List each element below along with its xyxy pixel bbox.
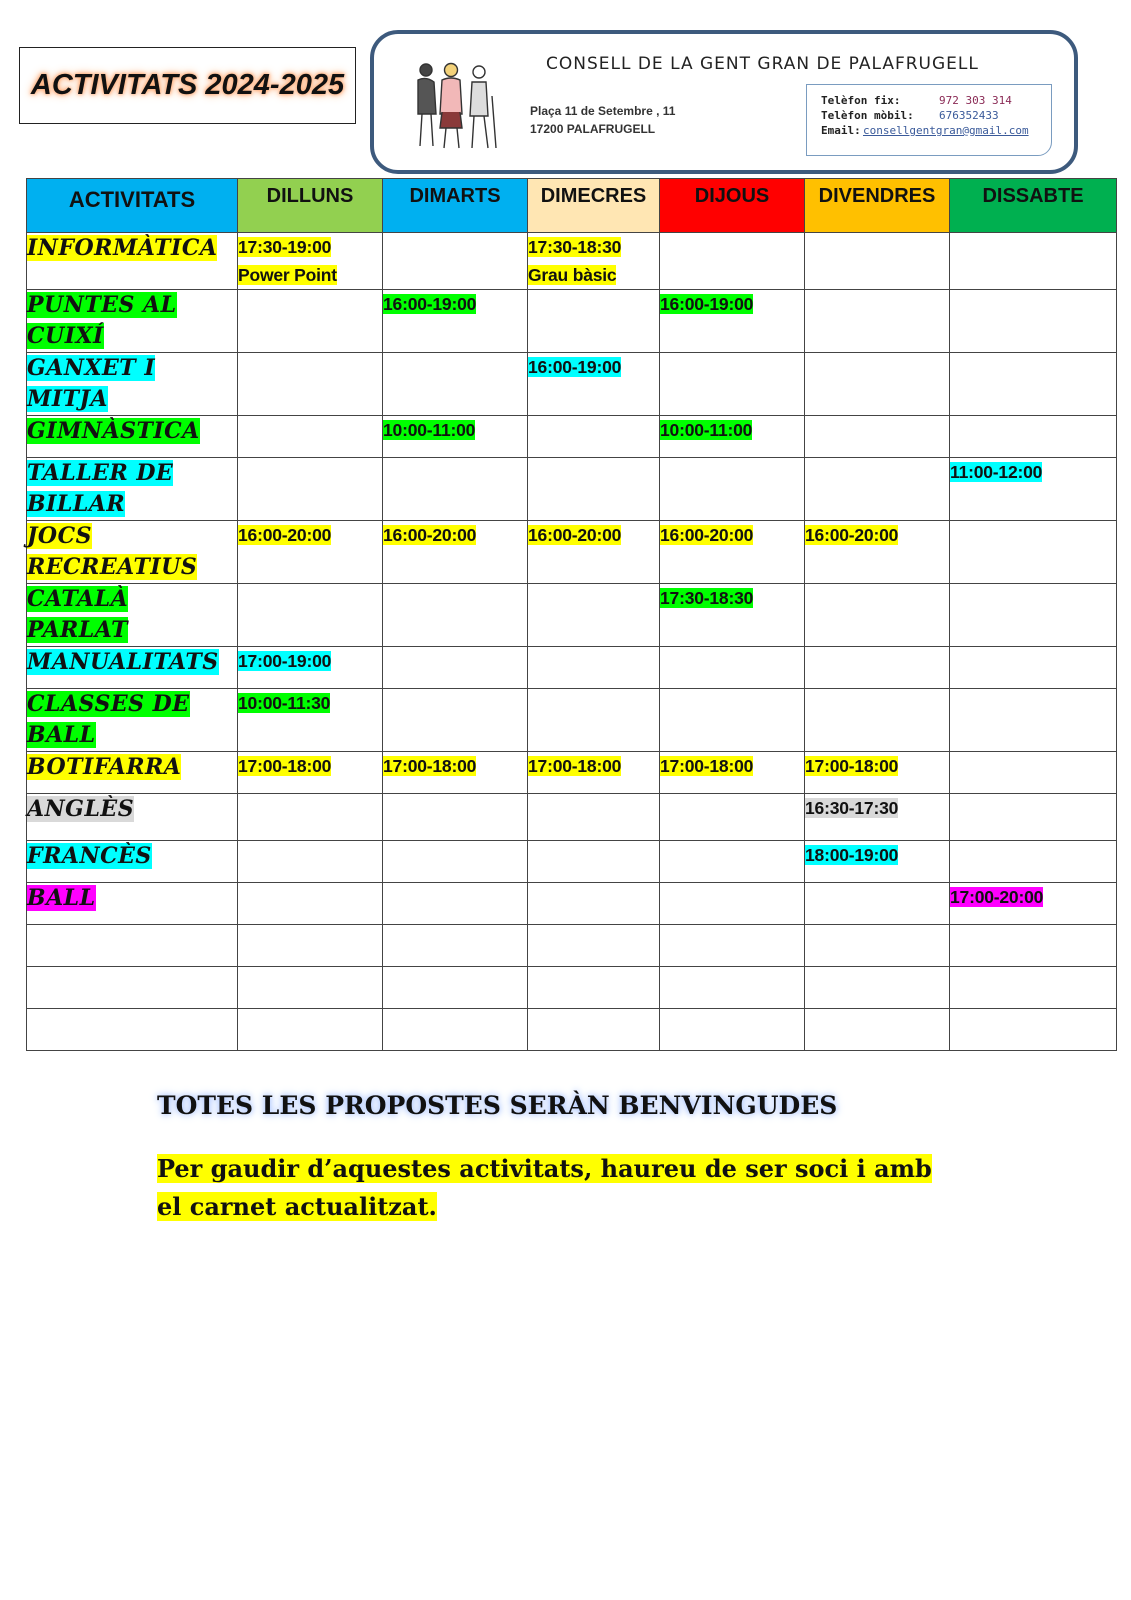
- address-street: Plaça 11 de Setembre , 11: [530, 104, 676, 118]
- table-row: [27, 458, 1117, 521]
- time-slot: 17:30-18:30: [528, 237, 622, 257]
- schedule-cell: [660, 794, 805, 841]
- membership-note-text: Per gaudir d’aquestes activitats, haureu de ser soci i amb el carnet actualitzat.: [157, 1154, 932, 1221]
- schedule-cell: [528, 290, 660, 353]
- schedule-cell: [805, 416, 950, 458]
- schedule-cell: [383, 521, 528, 584]
- schedule-cell: [383, 458, 528, 521]
- proposals-banner: TOTES LES PROPOSTES SERÀN BENVINGUDES: [157, 1091, 838, 1120]
- schedule-cell: [660, 967, 805, 1009]
- schedule-cell: [950, 647, 1117, 689]
- time-slot: 17:00-19:00: [238, 651, 332, 671]
- activity-name: PUNTES AL CUIXÍ: [27, 292, 177, 349]
- table-row: [27, 1009, 1117, 1051]
- activity-name: JOCS RECREATIUS: [27, 523, 198, 580]
- schedule-cell: [383, 353, 528, 416]
- table-row: [27, 841, 1117, 883]
- address-city: 17200 PALAFRUGELL: [530, 122, 656, 136]
- time-slot: 17:00-18:00: [805, 756, 899, 776]
- schedule-cell: [805, 290, 950, 353]
- activity-cell: [27, 458, 238, 521]
- email-label: Email:: [821, 124, 861, 137]
- schedule-cell: [528, 967, 660, 1009]
- table-row: [27, 584, 1117, 647]
- table-row: [27, 647, 1117, 689]
- activity-cell: [27, 521, 238, 584]
- activity-name: MANUALITATS: [27, 649, 219, 675]
- activity-cell: [27, 647, 238, 689]
- activity-cell: [27, 290, 238, 353]
- address: [530, 102, 675, 138]
- activity-cell: [27, 967, 238, 1009]
- table-row: [27, 883, 1117, 925]
- schedule-cell: [950, 290, 1117, 353]
- schedule-cell: [238, 794, 383, 841]
- time-slot: 10:00-11:00: [660, 420, 753, 440]
- table-row: [27, 794, 1117, 841]
- activity-name: GANXET I MITJA: [27, 355, 156, 412]
- column-header-day: DIMARTS: [383, 179, 528, 233]
- schedule-cell: [805, 925, 950, 967]
- schedule-cell: [528, 416, 660, 458]
- schedule-cell: [238, 752, 383, 794]
- time-slot: 16:00-20:00: [383, 525, 477, 545]
- schedule-cell: [660, 521, 805, 584]
- organization-header: [370, 30, 1078, 174]
- activity-name: TALLER DE BILLAR: [27, 460, 174, 517]
- time-slot: 17:00-18:00: [238, 756, 332, 776]
- schedule-cell: [660, 689, 805, 752]
- schedule-cell: [238, 689, 383, 752]
- schedule-cell: [383, 967, 528, 1009]
- time-slot-note: Grau bàsic: [528, 265, 617, 285]
- phone-fixed-label: Telèfon fix:: [821, 94, 901, 107]
- schedule-cell: [950, 458, 1117, 521]
- activity-name: FRANCÈS: [27, 843, 152, 869]
- time-slot: 16:00-20:00: [805, 525, 899, 545]
- email-link[interactable]: consellgentgran@gmail.com: [863, 124, 1029, 137]
- time-slot: 16:00-20:00: [528, 525, 622, 545]
- activity-name: BOTIFARRA: [27, 754, 182, 780]
- time-slot: 17:00-18:00: [528, 756, 622, 776]
- schedule-cell: [660, 1009, 805, 1051]
- schedule-cell: [238, 584, 383, 647]
- schedule-cell: [383, 794, 528, 841]
- schedule-cell: [238, 353, 383, 416]
- elderly-people-illustration-icon: [404, 56, 504, 156]
- schedule-cell: [805, 584, 950, 647]
- activity-cell: [27, 353, 238, 416]
- time-slot: 16:00-19:00: [528, 357, 622, 377]
- schedule-cell: [383, 925, 528, 967]
- schedule-cell: [383, 584, 528, 647]
- schedule-cell: [383, 689, 528, 752]
- schedule-cell: [238, 925, 383, 967]
- activity-cell: [27, 794, 238, 841]
- schedule-cell: [238, 521, 383, 584]
- column-header-day: DIMECRES: [528, 179, 660, 233]
- schedule-cell: [950, 1009, 1117, 1051]
- time-slot: 16:00-20:00: [660, 525, 754, 545]
- schedule-cell: [528, 841, 660, 883]
- schedule-cell: [238, 1009, 383, 1051]
- activity-name: CLASSES DE BALL: [27, 691, 190, 748]
- schedule-cell: [383, 841, 528, 883]
- header-row: [27, 179, 1117, 233]
- schedule-cell: [660, 416, 805, 458]
- time-slot: 18:00-19:00: [805, 845, 899, 865]
- schedule-cell: [805, 794, 950, 841]
- schedule-cell: [950, 689, 1117, 752]
- table-row: [27, 353, 1117, 416]
- activity-cell: [27, 883, 238, 925]
- schedule-cell: [528, 353, 660, 416]
- schedule-cell: [528, 584, 660, 647]
- schedule-cell: [805, 1009, 950, 1051]
- activity-cell: [27, 689, 238, 752]
- schedule-cell: [805, 841, 950, 883]
- schedule-cell: [660, 752, 805, 794]
- schedule-cell: [950, 967, 1117, 1009]
- schedule-cell: [528, 883, 660, 925]
- activity-name: BALL: [27, 885, 96, 911]
- phone-mobile: 676352433: [939, 109, 999, 122]
- schedule-cell: [805, 752, 950, 794]
- schedule-cell: [238, 967, 383, 1009]
- contact-box: [806, 84, 1052, 156]
- organization-name: CONSELL DE LA GENT GRAN DE PALAFRUGELL: [546, 54, 979, 74]
- schedule-cell: [950, 841, 1117, 883]
- schedule-cell: [950, 353, 1117, 416]
- time-slot: 11:00-12:00: [950, 462, 1043, 482]
- title-box: [19, 47, 356, 124]
- time-slot: 16:00-20:00: [238, 525, 332, 545]
- schedule-cell: [660, 841, 805, 883]
- column-header-day: DIJOUS: [660, 179, 805, 233]
- schedule-cell: [238, 647, 383, 689]
- column-header-day: DILLUNS: [238, 179, 383, 233]
- activity-name: GIMNÀSTICA: [27, 418, 200, 444]
- schedule-cell: [950, 794, 1117, 841]
- time-slot: 10:00-11:00: [383, 420, 476, 440]
- schedule-cell: [805, 353, 950, 416]
- schedule-cell: [950, 233, 1117, 290]
- time-slot: 16:00-19:00: [660, 294, 754, 314]
- schedule-cell: [950, 521, 1117, 584]
- schedule-cell: [805, 967, 950, 1009]
- time-slot: 17:00-18:00: [383, 756, 477, 776]
- column-header-day: DIVENDRES: [805, 179, 950, 233]
- time-slot: 17:00-20:00: [950, 887, 1044, 907]
- schedule-cell: [805, 689, 950, 752]
- time-slot: 16:00-19:00: [383, 294, 477, 314]
- page-title: ACTIVITATS 2024-2025: [30, 69, 345, 101]
- table-row: [27, 521, 1117, 584]
- schedule-cell: [383, 1009, 528, 1051]
- schedule-cell: [805, 458, 950, 521]
- activity-cell: [27, 841, 238, 883]
- schedule-cell: [528, 233, 660, 290]
- schedule-cell: [238, 416, 383, 458]
- schedule-cell: [660, 584, 805, 647]
- schedule-cell: [528, 794, 660, 841]
- activity-cell: [27, 416, 238, 458]
- schedule-cell: [238, 458, 383, 521]
- activity-cell: [27, 584, 238, 647]
- schedule-table: [26, 178, 1117, 1051]
- time-slot: 17:30-18:30: [660, 588, 754, 608]
- activity-cell: [27, 233, 238, 290]
- activity-cell: [27, 1009, 238, 1051]
- schedule-cell: [950, 584, 1117, 647]
- schedule-cell: [528, 458, 660, 521]
- schedule-cell: [383, 883, 528, 925]
- membership-note: [157, 1150, 957, 1226]
- schedule-body: [27, 233, 1117, 1051]
- schedule-cell: [660, 647, 805, 689]
- activity-name: ANGLÈS: [27, 796, 135, 822]
- time-slot: 17:30-19:00: [238, 237, 332, 257]
- time-slot: 16:30-17:30: [805, 798, 899, 818]
- table-row: [27, 233, 1117, 290]
- column-header-activities: ACTIVITATS: [27, 179, 238, 233]
- time-slot: 17:00-18:00: [660, 756, 754, 776]
- schedule-cell: [660, 353, 805, 416]
- schedule-cell: [238, 883, 383, 925]
- table-row: [27, 925, 1117, 967]
- schedule-cell: [805, 883, 950, 925]
- time-slot: 10:00-11:30: [238, 693, 331, 713]
- schedule-cell: [528, 689, 660, 752]
- schedule-cell: [660, 925, 805, 967]
- schedule-cell: [660, 233, 805, 290]
- schedule-cell: [238, 233, 383, 290]
- schedule-cell: [660, 883, 805, 925]
- activity-cell: [27, 925, 238, 967]
- time-slot-note: Power Point: [238, 265, 337, 285]
- table-row: [27, 290, 1117, 353]
- schedule-cell: [950, 925, 1117, 967]
- activity-name: CATALÀ PARLAT: [27, 586, 129, 643]
- activity-cell: [27, 752, 238, 794]
- schedule-cell: [383, 290, 528, 353]
- schedule-cell: [950, 883, 1117, 925]
- schedule-cell: [950, 416, 1117, 458]
- schedule-cell: [238, 290, 383, 353]
- schedule-cell: [383, 233, 528, 290]
- phone-fixed: 972 303 314: [939, 94, 1012, 107]
- schedule-cell: [805, 521, 950, 584]
- schedule-cell: [660, 290, 805, 353]
- schedule-cell: [528, 752, 660, 794]
- activity-name: INFORMÀTICA: [27, 235, 218, 261]
- schedule-cell: [660, 458, 805, 521]
- table-row: [27, 967, 1117, 1009]
- schedule-cell: [805, 233, 950, 290]
- phone-mobile-label: Telèfon mòbil:: [821, 109, 914, 122]
- schedule-cell: [528, 925, 660, 967]
- table-row: [27, 416, 1117, 458]
- schedule-cell: [805, 647, 950, 689]
- schedule-cell: [238, 841, 383, 883]
- schedule-cell: [528, 647, 660, 689]
- column-header-day: DISSABTE: [950, 179, 1117, 233]
- schedule-cell: [950, 752, 1117, 794]
- schedule-cell: [528, 1009, 660, 1051]
- schedule-cell: [383, 647, 528, 689]
- schedule-cell: [383, 416, 528, 458]
- table-row: [27, 752, 1117, 794]
- schedule-cell: [383, 752, 528, 794]
- schedule-cell: [528, 521, 660, 584]
- table-row: [27, 689, 1117, 752]
